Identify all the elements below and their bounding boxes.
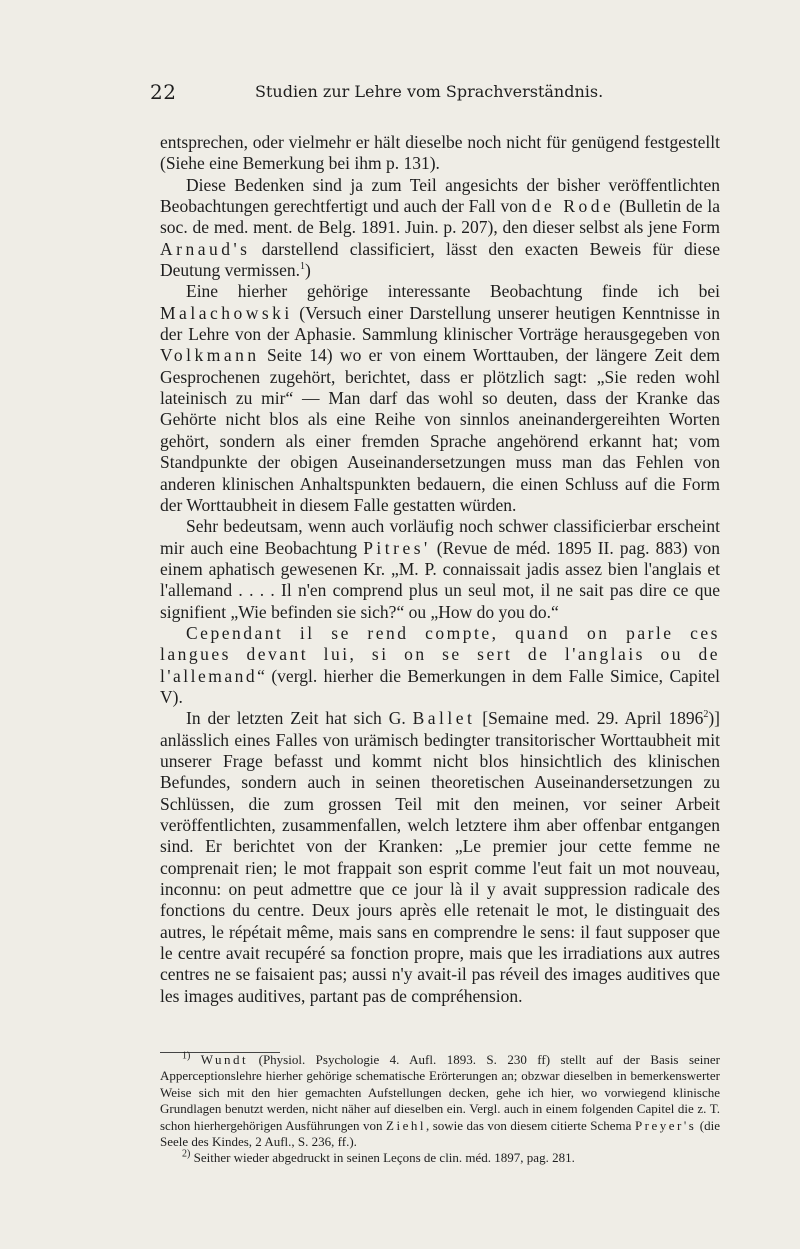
- footnote-1-text: (Physiol. Psychologie 4. Aufl. 1893. S. 230 ff) stellt auf der Basis seiner Apperceptionslehre hierher gehörige schematische Erörterungen an; obzwar dieselben in bemerkenswerter Weise sich mit den hier gemachten Aufstellungen decken, gehe ich hier, wo vorwiegend klinische Grundlagen benutzt werden, nicht näher auf dieselben ein. Vergl. auch in einem folgenden Capitel die z. T. schon hierhergehörigen Ausführungen von: [160, 1052, 720, 1133]
- paragraph-5-text-a: In der letzten Zeit hat sich G.: [186, 708, 413, 729]
- paragraph-4: [160, 516, 720, 708]
- footnote-1: [160, 1052, 720, 1150]
- paragraph-1-text: entsprechen, oder vielmehr er hält dieselbe noch nicht für genügend festgestellt (Siehe eine Bemerkung bei ihm p. 131).: [160, 132, 720, 174]
- paragraph-2: Diese Bedenken sind ja zum Teil angesichts der bisher veröffentlichten Beobachtungen gerechtfertigt und auch der Fall von de Rode (Bulletin de la soc. de med. ment. de Belg. 1891. Juin. p. 207), den dieser selbst als jene Form Arnaud's darstellend classificiert, lässt den exacten Beweis für diese Deutung vermissen.$^1$): [160, 174, 720, 281]
- quote-spaced: Cependant il se rend compte, quand on parle ces langues devant lui, si on se sert de l'anglais ou de l'allemand: [160, 622, 720, 686]
- page-header: [0, 80, 800, 104]
- body-text: [160, 132, 720, 1007]
- paragraph-3-text-a: Eine hierher gehörige interessante Beobachtung finde ich bei: [186, 281, 720, 302]
- author-pitres: Pitres': [363, 537, 431, 558]
- paragraph-2-text-b: (Bulletin de la soc. de med. ment. de Belg. 1891. Juin. p. 207), den dieser selbst als jene Form: [160, 196, 720, 238]
- paragraph-4-text-a: Sehr bedeutsam, wenn auch vorläufig noch schwer classificierbar erscheint mir auch eine Beobachtung: [160, 516, 720, 558]
- footnote-author-wundt: Wundt: [200, 1052, 249, 1067]
- footnote-author-ziehl: Ziehl: [386, 1117, 426, 1133]
- paragraph-5-text-b: [Semaine med. 29. April 1896: [475, 708, 704, 729]
- author-rode: de Rode: [531, 196, 615, 217]
- footnote-1-text-3: (die Seele des Kindes, 2 Aufl., S. 236, ff.).: [160, 1117, 720, 1150]
- paragraph-5-text-c: )] anlässlich eines Falles von urämisch bedingter transitorischer Worttaubheit mit unserer Frage befasst und kommt nicht blos hinsichtlich des klinischen Befundes, sondern auch in seinen theoretischen Auseinandersetzungen zu Schlüssen, die zum grossen Teil mit den meinen, vor seiner Arbeit veröffentlichten, zusammenfallen, welch letztere ihm aber offenbar entgangen sind. Er berichtet von der Kranken: „Le premier jour cette femme ne comprenait rien; le mot frappait son esprit comme l'eut fait un mot nouveau, inconnu: on peut admettre que ce jour là il y avait suppression radicale des fonctions du centre. Deux jours après elle retenait le mot, le distinguait des autres, le répétait même, mais sans en comprendre le sens: il faut supposer que le centre avait recupéré sa fonction propre, mais que les irradiations aux autres centres ne se faisaient pas; aussi n'y avait-il pas réveil des images auditives que les images auditives, partant pas de compréhension.: [160, 708, 720, 1006]
- footnote-1-mark: 1): [182, 1050, 191, 1062]
- footnote-2-text: Seither wieder abgedruckt in seinen Leçons de clin. méd. 1897, pag. 281.: [190, 1150, 575, 1166]
- footnote-1-text-2: , sowie das von diesem citierte Schema: [425, 1117, 635, 1133]
- paragraph-2-text-a: Diese Bedenken sind ja zum Teil angesichts der bisher veröffentlichten Beobachtungen gerechtfertigt und auch der Fall von: [160, 174, 720, 217]
- footnote-2: [160, 1150, 720, 1166]
- author-malachowski: Malachowski: [160, 302, 293, 323]
- paragraph-3: [160, 281, 720, 516]
- paragraph-4-text-b: (Revue de méd. 1895 II. pag. 883) von einem aphatisch gewesenen Kr. „M. P. connaissait jadis assez bien l'anglais et l'allemand . . . . Il n'en comprend plus un seul mot, il ne sait pas dire ce que signifient „Wie befinden sie sich?“ ou „How do you do.“: [160, 537, 720, 622]
- footnote-author-preyer: Preyer's: [634, 1117, 697, 1133]
- footnote-ref-1: 1: [299, 261, 305, 273]
- author-volkmann: Volkmann: [160, 345, 260, 366]
- running-title: Studien zur Lehre vom Sprachverständnis.: [255, 82, 604, 101]
- page-number: 22: [150, 80, 177, 104]
- paragraph-3-text-b: (Versuch einer Darstellung unserer heutigen Kenntnisse in der Lehre von der Aphasie. Sammlung klinischer Vorträge herausgegeben von: [160, 302, 720, 345]
- paragraph-5: [160, 708, 720, 1007]
- footnote-ref-2: 2: [703, 709, 709, 721]
- author-ballet: Ballet: [412, 708, 476, 729]
- paragraph-3-text-c: Seite 14) wo er von einem Worttauben, der längere Zeit dem Gesprochenen zugehört, berichtet, dass er plötzlich sagt: „Sie reden wohl lateinisch zu mir“ — Man darf das wohl so deuten, dass der Kranke das Gehörte nicht blos als eine Reihe von sinnlos aneinandergereihten Worten gehört, sondern als einer fremden Sprache angehörend erkannt hat; vom Standpunkte der obigen Auseinandersetzungen muss man das Fehlen von anderen klinischen Anhaltspunkten bedauern, die einen Schluss auf die Form der Worttaubheit in diesem Falle gestatten würden.: [160, 345, 720, 515]
- paragraph-4-text-c: “ (vergl. hierher die Bemerkungen in dem Falle Simice, Capitel V).: [160, 665, 720, 707]
- footnote-2-mark: 2): [182, 1149, 191, 1161]
- paragraph-1: [160, 132, 720, 175]
- paragraph-2-text-c: darstellend classificiert, lässt den exacten Beweis für diese Deutung vermissen.: [160, 238, 720, 281]
- footnotes: [160, 1052, 720, 1167]
- author-arnaud: Arnaud's: [160, 238, 251, 259]
